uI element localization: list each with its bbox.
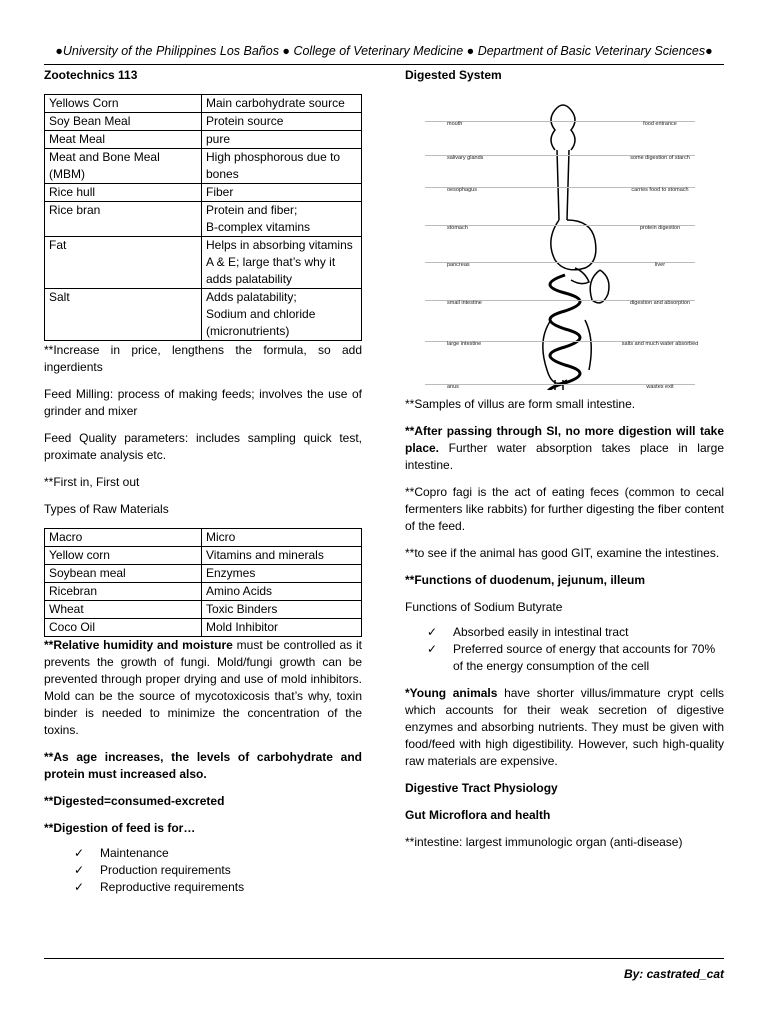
- raw-materials-table-cell: Enzymes: [202, 565, 362, 583]
- types-title: Types of Raw Materials: [44, 502, 169, 516]
- diagram-function-label: wastes exit: [646, 384, 674, 390]
- ingredient-table-cell: Soy Bean Meal: [45, 113, 202, 131]
- ingredient-table-cell: Helps in absorbing vitamins A & E; large that’s why it adds palatability: [202, 237, 362, 289]
- raw-materials-table-row: [45, 619, 362, 637]
- header-rule: [44, 64, 724, 65]
- ingredient-table-row: [45, 202, 362, 237]
- diagram-function-label: food entrance: [643, 121, 677, 127]
- ingredient-table-row: [45, 237, 362, 289]
- diagram-organ-label: large intestine: [447, 341, 482, 347]
- villus-note: **Samples of villus are form small intestine.: [405, 397, 636, 411]
- raw-materials-table-cell: Micro: [202, 529, 362, 547]
- ingredient-table-cell: Main carbohydrate source: [202, 95, 362, 113]
- ingredient-table-cell: Rice hull: [45, 184, 202, 202]
- raw-materials-table-cell: Amino Acids: [202, 583, 362, 601]
- feed-milling: Feed Milling: process of making feeds; involves the use of grinder and mixer: [44, 387, 362, 418]
- raw-materials-table-row: [45, 583, 362, 601]
- diagram-function-label: protein digestion: [639, 225, 681, 231]
- raw-materials-table-cell: Vitamins and minerals: [202, 547, 362, 565]
- diagram-organ-label: small intestine: [447, 300, 482, 306]
- microflora-heading: Gut Microflora and health: [405, 808, 551, 822]
- butyrate-title: Functions of Sodium Butyrate: [405, 600, 563, 614]
- butyrate-list: [405, 624, 724, 675]
- ingredient-table-cell: Fiber: [202, 184, 362, 202]
- raw-materials-table: [44, 528, 362, 637]
- check-list-item: [44, 879, 362, 896]
- diagram-organ-label: salivary glands: [447, 155, 484, 161]
- ingredient-table-cell: pure: [202, 131, 362, 149]
- ingredient-table-row: [45, 131, 362, 149]
- physiology-heading: Digestive Tract Physiology: [405, 781, 558, 795]
- raw-materials-table-row: [45, 601, 362, 619]
- copro-note: **Copro fagi is the act of eating feces (common to cecal fermenters like rabbits) for further digesting the fiber content of the feed.: [405, 485, 724, 533]
- check-list-item: [44, 862, 362, 879]
- raw-materials-table-cell: Yellow corn: [45, 547, 202, 565]
- git-note: **to see if the animal has good GIT, examine the intestines.: [405, 546, 720, 560]
- raw-materials-table-cell: Toxic Binders: [202, 601, 362, 619]
- digestion-list: [44, 845, 362, 896]
- intestine-note: **intestine: largest immunologic organ (anti-disease): [405, 835, 683, 849]
- digestive-system-diagram: [425, 90, 725, 390]
- diagram-organ-label: stomach: [447, 225, 468, 231]
- ingredient-table-cell: Protein source: [202, 113, 362, 131]
- check-list-text: Absorbed easily in intestinal tract: [453, 625, 629, 639]
- ingredient-table-row: [45, 113, 362, 131]
- functions-note: **Functions of duodenum, jejunum, illeum: [405, 573, 645, 587]
- raw-materials-table-cell: Coco Oil: [45, 619, 202, 637]
- check-list-text: Production requirements: [100, 863, 231, 877]
- check-list-item: [405, 641, 724, 675]
- note-price: **Increase in price, lengthens the formula, so add ingerdients: [44, 343, 362, 374]
- raw-materials-table-row: [45, 565, 362, 583]
- diagram-organ-label: oesophagus: [447, 187, 477, 193]
- ingredient-table-cell: Salt: [45, 289, 202, 341]
- raw-materials-table-row: [45, 547, 362, 565]
- left-column: [44, 67, 362, 896]
- ingredient-table-cell: Yellows Corn: [45, 95, 202, 113]
- diagram-organ-label: pancreas: [447, 262, 470, 268]
- check-list-text: Preferred source of energy that accounts for 70% of the energy consumption of the cell: [453, 642, 716, 673]
- humidity-note: **Relative humidity and moisture must be controlled as it prevents the growth of fungi. Mold/fungi growth can be prevented through proper drying and use of mold inhibitors. Mold can be the source of mycotoxicosis that’s why, toxin binder is needed to minimize the concentration of the toxins.: [44, 638, 362, 737]
- ingredient-table-cell: High phosphorous due to bones: [202, 149, 362, 184]
- ingredient-table-cell: Rice bran: [45, 202, 202, 237]
- check-list-item: [405, 624, 724, 641]
- digestion-for: **Digestion of feed is for…: [44, 821, 196, 835]
- checkmark-icon: ✓: [427, 625, 438, 639]
- diagram-organ-label: mouth: [447, 121, 463, 127]
- author-signature: By: castrated_cat: [623, 967, 724, 981]
- diagram-function-label: digestion and absorption: [630, 300, 690, 306]
- ingredient-table-cell: Adds palatability; Sodium and chloride (micronutrients): [202, 289, 362, 341]
- digested-system-title: Digested System: [405, 68, 502, 82]
- raw-materials-table-row: [45, 529, 362, 547]
- ingredient-table: [44, 94, 362, 341]
- checkmark-icon: ✓: [427, 642, 438, 656]
- raw-materials-table-cell: Mold Inhibitor: [202, 619, 362, 637]
- after-si-note: **After passing through SI, no more digestion will take place. Further water absorption takes place in large intestine.: [405, 424, 724, 472]
- check-list-text: Reproductive requirements: [100, 880, 245, 894]
- page-header: ●University of the Philippines Los Baños ● College of Veterinary Medicine ● Department of Basic Veterinary Sciences●: [55, 44, 713, 58]
- check-list-text: Maintenance: [100, 846, 169, 860]
- raw-materials-table-cell: Ricebran: [45, 583, 202, 601]
- young-animals-note: *Young animals have shorter villus/immature crypt cells which accounts for their weak secretion of digestive enzymes and absorbing nutrients. They must be given with food/feed with high digestibility. However, such high-quality raw materials are expensive.: [405, 686, 724, 768]
- ingredient-table-row: [45, 289, 362, 341]
- age-note: **As age increases, the levels of carbohydrate and protein must increased also.: [44, 750, 362, 781]
- diagram-function-label: liver: [654, 262, 666, 268]
- raw-materials-table-cell: Macro: [45, 529, 202, 547]
- feed-quality: Feed Quality parameters: includes sampling quick test, proximate analysis etc.: [44, 431, 362, 462]
- diagram-organ-label: anus: [447, 384, 459, 390]
- fifo-note: **First in, First out: [44, 475, 140, 489]
- diagram-function-label: salts and much water absorbed: [621, 341, 699, 347]
- ingredient-table-cell: Meat Meal: [45, 131, 202, 149]
- raw-materials-table-cell: Wheat: [45, 601, 202, 619]
- diagram-function-label: some digestion of starch: [630, 155, 690, 161]
- digested-note: **Digested=consumed-excreted: [44, 794, 225, 808]
- checkmark-icon: ✓: [74, 846, 85, 860]
- checkmark-icon: ✓: [74, 880, 85, 894]
- raw-materials-table-cell: Soybean meal: [45, 565, 202, 583]
- ingredient-table-cell: Meat and Bone Meal (MBM): [45, 149, 202, 184]
- ingredient-table-row: [45, 149, 362, 184]
- right-column: [405, 67, 724, 851]
- course-title: Zootechnics 113: [44, 68, 138, 82]
- checkmark-icon: ✓: [74, 863, 85, 877]
- ingredient-table-row: [45, 95, 362, 113]
- check-list-item: [44, 845, 362, 862]
- ingredient-table-cell: Protein and fiber; B-complex vitamins: [202, 202, 362, 237]
- ingredient-table-row: [45, 184, 362, 202]
- ingredient-table-cell: Fat: [45, 237, 202, 289]
- diagram-function-label: carries food to stomach: [631, 187, 689, 193]
- footer-rule: [44, 958, 724, 959]
